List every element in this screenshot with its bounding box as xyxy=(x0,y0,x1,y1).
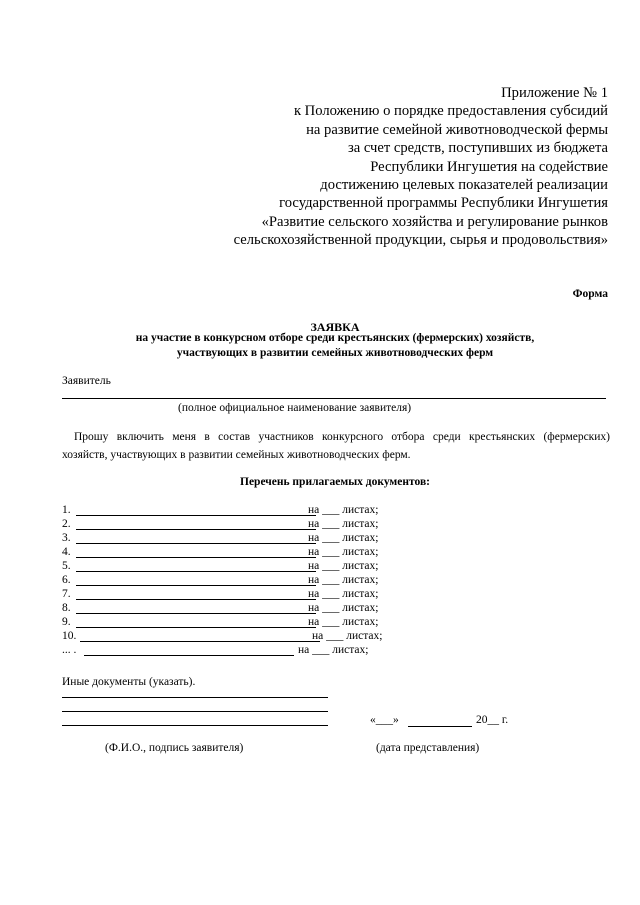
item-number: 3. xyxy=(62,532,71,544)
item-number: 8. xyxy=(62,602,71,614)
item-pages: на ___ листах; xyxy=(308,602,379,614)
item-pages: на ___ листах; xyxy=(308,616,379,628)
document-name-field[interactable] xyxy=(76,515,316,516)
item-pages: на ___ листах; xyxy=(308,588,379,600)
request-line: Прошу включить меня в состав участников конкурсного отбора среди крестьянских (фермерских) xyxy=(74,431,610,443)
appendix-line: на развитие семейной животноводческой фермы xyxy=(306,121,608,138)
appendix-line: за счет средств, поступивших из бюджета xyxy=(347,140,608,157)
appendix-line: Приложение № 1 xyxy=(501,85,608,101)
date-day-field[interactable]: «___» xyxy=(370,714,399,726)
document-name-field[interactable] xyxy=(76,557,316,558)
document-name-field[interactable] xyxy=(76,585,316,586)
document-name-field[interactable] xyxy=(80,641,320,642)
document-name-field[interactable] xyxy=(76,571,316,572)
applicant-caption: (полное официальное наименование заявителя) xyxy=(178,402,412,414)
date-caption: (дата представления) xyxy=(376,742,480,754)
item-number: 6. xyxy=(62,574,71,586)
appendix-line: государственной программы Республики Ингушетия xyxy=(279,195,608,212)
item-pages: на ___ листах; xyxy=(308,518,379,530)
item-number: 5. xyxy=(62,560,71,572)
item-number: 10. xyxy=(62,630,77,642)
document-name-field[interactable] xyxy=(76,529,316,530)
appendix-line: Республики Ингушетия на содействие xyxy=(370,158,608,175)
item-number: 4. xyxy=(62,546,71,558)
item-pages: на ___ листах; xyxy=(308,574,379,586)
document-name-field[interactable] xyxy=(76,543,316,544)
subtitle-line: на участие в конкурсном отборе среди крестьянских (фермерских) хозяйств, xyxy=(135,332,535,344)
subtitle-line: участвующих в развитии семейных животноводческих ферм xyxy=(176,346,494,359)
request-line: хозяйств, участвующих в развитии семейных животноводческих ферм. xyxy=(62,449,411,461)
appendix-line: сельскохозяйственной продукции, сырья и продовольствия» xyxy=(233,232,608,249)
signature-caption: (Ф.И.О., подпись заявителя) xyxy=(105,742,244,754)
item-number: 9. xyxy=(62,616,71,628)
document-subtitle xyxy=(0,331,640,360)
item-pages: на ___ листах; xyxy=(308,546,379,558)
date-year-field[interactable]: 20__ г. xyxy=(476,714,509,726)
item-number: 7. xyxy=(62,588,71,600)
document-name-field[interactable] xyxy=(76,627,316,628)
item-pages: на ___ листах; xyxy=(298,644,369,656)
other-documents-field[interactable] xyxy=(62,711,328,712)
documents-title: Перечень прилагаемых документов: xyxy=(240,476,430,488)
applicant-label: Заявитель xyxy=(62,375,111,387)
request-paragraph xyxy=(62,428,610,464)
document-name-field[interactable] xyxy=(84,655,294,656)
form-label: Форма xyxy=(572,288,608,300)
item-pages: на ___ листах; xyxy=(308,532,379,544)
appendix-line: «Развитие сельского хозяйства и регулирование рынков xyxy=(261,213,608,230)
item-number: ... . xyxy=(62,644,77,656)
document-title: ЗАЯВКА xyxy=(310,320,360,334)
item-pages: на ___ листах; xyxy=(312,630,383,642)
item-pages: на ___ листах; xyxy=(308,504,379,516)
item-pages: на ___ листах; xyxy=(308,560,379,572)
date-month-field[interactable] xyxy=(408,726,472,727)
other-documents-label: Иные документы (указать). xyxy=(62,676,196,688)
other-documents-field[interactable] xyxy=(62,697,328,698)
signature-field[interactable] xyxy=(62,725,328,726)
appendix-line: достижению целевых показателей реализации xyxy=(320,177,608,194)
document-name-field[interactable] xyxy=(76,613,316,614)
appendix-line: к Положению о порядке предоставления субсидий xyxy=(293,103,608,120)
item-number: 2. xyxy=(62,518,71,530)
document-name-field[interactable] xyxy=(76,599,316,600)
applicant-name-field[interactable] xyxy=(62,398,606,399)
item-number: 1. xyxy=(62,504,71,516)
appendix-header xyxy=(148,84,608,250)
